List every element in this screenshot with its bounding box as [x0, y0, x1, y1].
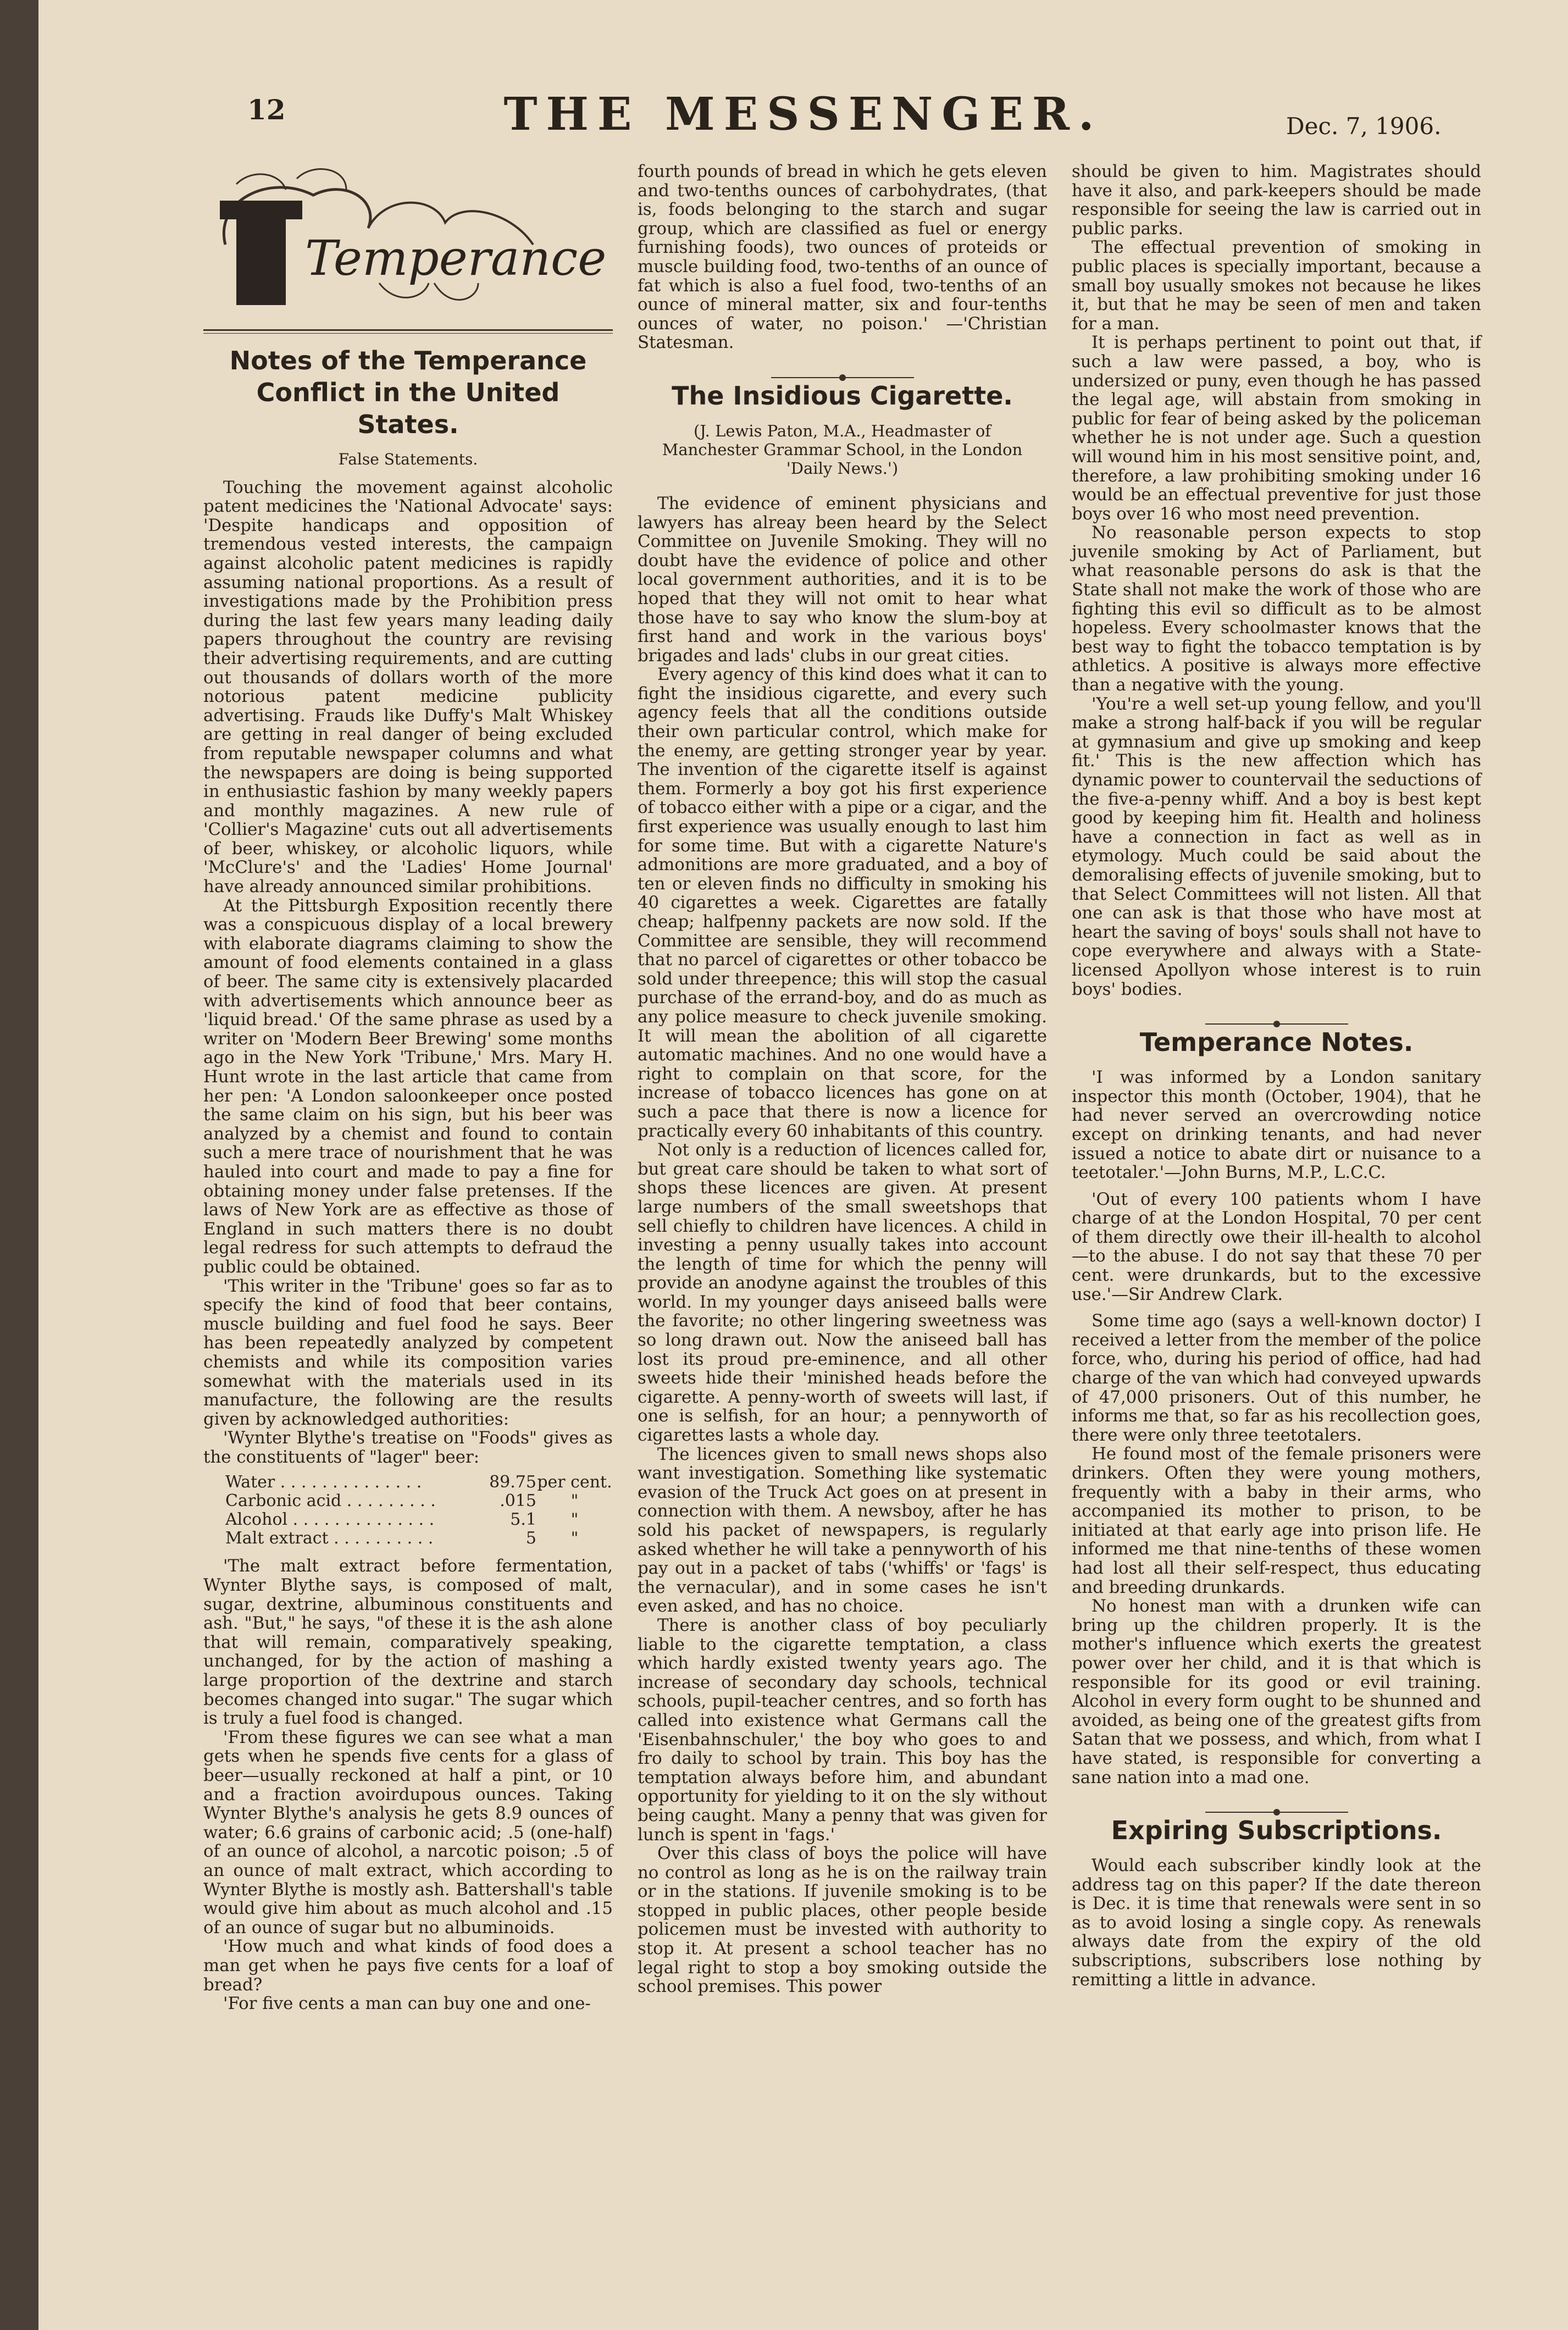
article3-title: Temperance Notes.	[1139, 1027, 1414, 1058]
section-divider	[1072, 1798, 1481, 1800]
article1-paragraph: 'The malt extract before fermentation, Wynter Blythe says, is composed of malt, sugar, dextrine, albuminous constituents and ash. "But," he says, "of these it is the ash alone that will remain, comparatively speaking, unchanged, for by the action of mashing a large proportion of the dextrine and starch becomes changed into sugar." The sugar which is truly a fuel food is changed.	[203, 1556, 613, 1729]
article1-paragraph: At the Pittsburgh Exposition recently there was a conspicuous display of a local brewery with elaborate diagrams claiming to show the amount of food elements contained in a glass of beer. The same city is extensively placarded with advertisements which announce beer as 'liquid bread.' Of the same phrase as used by a writer on 'Modern Beer Brewing' some months ago in the New York 'Tribune,' Mrs. Mary H. Hunt wrote in the last article that came from her pen: 'A London saloonkeeper once posted the same claim on his sign, but his beer was analyzed by a chemist and found to contain such a mere trace of nourishment that he was hauled into court and made to pay a fine for obtaining money under false pretenses. If the laws of New York are as effective as those of England in such matters there is no doubt legal redress for such attempts to defraud the public could be obtained.	[203, 895, 613, 1277]
subscription-notice: Would each subscriber kindly look at the address tag on this paper? If the date thereon is Dec. it is time that renewals were sent in so as to avoid losing a single copy. As renewals always date from the expiry of the old subscriptions, subscribers lose nothing by remitting a little in advance.	[1072, 1856, 1481, 1990]
page-number: 12	[247, 93, 286, 126]
temperance-note: He found most of the female prisoners were drinkers. Often they were young mothers, frequently with a baby in their arms, who accompanied its mother to prison, to be initiated at that early age into prison life. He informed me that nine-tenths of these women had lost all their self-respect, thus educating and breeding drunkards.	[1072, 1444, 1481, 1597]
section-divider	[1072, 1010, 1481, 1012]
table-row	[225, 1473, 613, 1492]
table-value: 5.1	[510, 1510, 536, 1530]
article1-paragraph: 'Wynter Blythe's treatise on "Foods" gives as the constituents of "lager" beer:	[203, 1428, 613, 1467]
table-row	[225, 1492, 613, 1510]
column-1	[203, 162, 613, 2013]
logo-text: Temperance	[305, 230, 607, 286]
article2-continued: The effectual prevention of smoking in public places is specially important, because a small boy usually smokes not because he likes it, but that he may be seen of men and taken for a man.	[1072, 237, 1481, 334]
table-unit: "	[570, 1510, 579, 1530]
article2-paragraph: Not only is a reduction of licences called for, but great care should be taken to what sort of shops these licences are given. At present large numbers of the small sweetshops that sell chiefly to children have licences. A child in investing a penny usually takes into account the length of time for which the penny will provide an anodyne against the troubles of this world. In my younger days aniseed balls were the favorite; no other lingering sweetness was so long drawn out. Now the aniseed ball has lost its proud pre-eminence, and all other sweets hide their 'minished heads before the cigarette. A penny-worth of sweets will last, if one is selfish, for an hour; a pennyworth of cigarettes lasts a whole day.	[638, 1140, 1047, 1446]
issue-date: Dec. 7, 1906.	[1286, 113, 1442, 140]
table-label: Carbonic acid . . . . . . . . .	[225, 1492, 436, 1511]
article1-subtitle: False Statements.	[338, 450, 478, 468]
table-row	[225, 1529, 613, 1548]
table-label: Alcohol . . . . . . . . . . . . . .	[225, 1510, 435, 1530]
temperance-logo	[203, 162, 613, 322]
table-label: Malt extract . . . . . . . . . .	[225, 1529, 434, 1548]
column-2	[638, 162, 1047, 1996]
beer-constituents-table	[225, 1473, 613, 1548]
article2-byline: (J. Lewis Paton, M.A., Headmaster of Manchester Grammar School, in the London 'Daily News.')	[662, 421, 1023, 478]
table-unit: per cent.	[537, 1473, 612, 1492]
article2-continued: It is perhaps pertinent to point out that, if such a law were passed, a boy, who is undersized or puny, even though he has passed the legal age, will abstain from smoking in public for fear of being asked by the policeman whether he is not under age. Such a question will wound him in his most sensitive point, and, therefore, a law prohibiting smoking under 16 would be an effectual preventive for just those boys over 16 who most need prevention.	[1072, 333, 1481, 524]
table-row	[225, 1510, 613, 1529]
article2-continued: should be given to him. Magistrates should have it also, and park-keepers should be made responsible for seeing the law is carried out in public parks.	[1072, 162, 1481, 239]
table-label: Water . . . . . . . . . . . . . .	[225, 1473, 422, 1492]
table-unit: "	[570, 1529, 579, 1548]
column-3	[1072, 162, 1481, 1989]
table-value: 89.75	[489, 1473, 536, 1492]
article1-paragraph: Touching the movement against alcoholic patent medicines the 'National Advocate' says: 'Despite handicaps and opposition of tremendous vested interests, the campaign against alcoholic patent medicines is rapidly assuming national proportions. As a result of investigations made by the Prohibition press during the last few years many leading daily papers throughout the country are revising their advertising requirements, and are cutting out thousands of dollars worth of the more notorious patent medicine publicity advertising. Frauds like Duffy's Malt Whiskey are getting in real danger of being excluded from reputable newspaper columns and what the newspapers are doing is being supported in enthusiastic fashion by many weekly papers and monthly magazines. A new rule of 'Collier's Magazine' cuts out all advertisements of beer, whiskey, or alcoholic liquors, while 'McClure's' and the 'Ladies' Home Journal' have already announced similar prohibitions.	[203, 477, 613, 897]
article2-paragraph: Over this class of boys the police will have no control as long as he is on the railway train or in the stations. If juvenile smoking is to be stopped in public places, other people beside policemen must be invested with authority to stop it. At present a school teacher has no legal right to stop a boy smoking outside the school premises. This power	[638, 1844, 1047, 1997]
article1-continued: fourth pounds of bread in which he gets eleven and two-tenths ounces of carbohydrates, (that is, foods belonging to the starch and sugar group, which are classified as fuel or energy furnishing foods), two ounces of proteids or muscle building food, two-tenths of an ounce of fat which is also a fuel food, two-tenths of an ounce of mineral matter, six and four-tenths ounces of water, no poison.' —'Christian Statesman.	[638, 162, 1047, 353]
section-divider	[638, 363, 1047, 366]
table-value: .015	[500, 1491, 536, 1511]
article1-paragraph: 'From these figures we can see what a man gets when he spends five cents for a glass of beer—usually reckoned at half a pint, or 10 and a fraction avoirdupous ounces. Taking Wynter Blythe's analysis he gets 8.9 ounces of water; 6.6 grains of carbonic acid; .5 (one-half) of an ounce of alcohol, a narcotic poison; .5 of an ounce of malt extract, which according to Wynter Blythe is mostly ash. Battershall's table would give him about as much alcohol and .15 of an ounce of sugar but no albuminoids.	[203, 1727, 613, 1938]
article4-title: Expiring Subscriptions.	[1111, 1816, 1442, 1846]
article2-paragraph: The evidence of eminent physicians and lawyers has alreay been heard by the Select Committee on Juvenile Smoking. They will no doubt have the evidence of police and other local government authorities, and it is to be hoped that they will not omit to hear what those have to say who know the slum-boy at first hand and work in the various boys' brigades and lads' clubs in our great cities.	[638, 493, 1047, 666]
article1-paragraph: 'How much and what kinds of food does a man get when he pays five cents for a loaf of bread?	[203, 1936, 613, 1995]
table-value: 5	[525, 1529, 536, 1548]
article2-paragraph: There is another class of boy peculiarly liable to the cigarette temptation, a class which hardly existed twenty years ago. The increase of secondary day schools, technical schools, pupil-teacher centres, and so forth has called into existence what Germans call the 'Eisenbahnschuler,' the boy who goes to and fro daily to school by train. This boy has the temptation always before him, and abundant opportunity for yielding to it on the sly without being caught. Many a penny that was given for lunch is spent in 'fags.'	[638, 1615, 1047, 1845]
temperance-note: Some time ago (says a well-known doctor) I received a letter from the member of the police force, who, during his period of office, had had charge of the van which had conveyed upwards of 47,000 prisoners. Out of this number, he informs me that, so far as his recollection goes, there were only three teetotalers.	[1072, 1311, 1481, 1445]
temperance-note: 'Out of every 100 patients whom I have charge of at the London Hospital, 70 per cent of them directly owe their ill-health to alcohol—to the abuse. I do not say that these 70 per cent. were drunkards, but to the excessive use.'—Sir Andrew Clark.	[1072, 1189, 1481, 1304]
newspaper-page	[38, 0, 1568, 2330]
article2-paragraph: The licences given to small news shops also want investigation. Something like systematic evasion of the Truck Act goes on at present in connection with them. A newsboy, after he has sold his packet of newspapers, is regularly asked whether he will take a pennyworth of his pay out in a packet of tabs ('whiffs' or 'fags' is the vernacular), and in some cases he isn't even asked, and has no choice.	[638, 1444, 1047, 1617]
article2-paragraph: Every agency of this kind does what it can to fight the insidious cigarette, and every such agency feels that all the conditions outside their own particular control, which make for the enemy, are getting stronger year by year. The invention of the cigarette itself is against them. Formerly a boy got his first experience of tobacco either with a pipe or a cigar, and the first experience was usually enough to last him for some time. But with a cigarette Nature's admonitions are more graduated, and a boy of ten or eleven finds no difficulty in smoking his 40 cigarettes a week. Cigarettes are fatally cheap; halfpenny packets are now sold. If the Committee are sensible, they will recommend that no parcel of cigarettes or other tobacco be sold under threepence; this will stop the casual purchase of the errand-boy, and do as much as any police measure to check juvenile smoking. It will mean the abolition of all cigarette automatic machines. And no one would have a right to complain on that score, for the increase of tobacco licences has gone on at such a pace that there is now a licence for practically every 60 inhabitants of this country.	[638, 665, 1047, 1141]
article1-paragraph: 'For five cents a man can buy one and one-	[223, 1994, 591, 2014]
article2-continued: No reasonable person expects to stop juvenile smoking by Act of Parliament, but what reasonable persons do ask is that the State shall not make the work of those who are fighting this evil so difficult as to be almost hopeless. Every schoolmaster knows that the best way to fight the tobacco temptation is by athletics. A positive is always more effective than a negative with the young.	[1072, 523, 1481, 695]
temperance-note: No honest man with a drunken wife can bring up the children properly. It is the mother's influence which exerts the greatest power over her child, and it is that which is responsible for its good or evil training. Alcohol in every form ought to be shunned and avoided, as being one of the greatest gifts from Satan that we possess, and which, from what I have stated, is responsible for converting a sane nation into a mad one.	[1072, 1596, 1481, 1787]
masthead: THE MESSENGER.	[503, 88, 1103, 141]
article2-title: The Insidious Cigarette.	[672, 380, 1013, 411]
logo-rule	[203, 329, 613, 334]
article1-title: Notes of the Temperance Conflict in the United States.	[229, 346, 587, 439]
article1-paragraph: 'This writer in the 'Tribune' goes so far as to specify the kind of food that beer contains, muscle building and fuel food he says. Beer has been repeatedly analyzed by competent chemists and while its composition varies somewhat with the materials used in its manufacture, the following are the results given by acknowledged authorities:	[203, 1276, 613, 1429]
table-unit: "	[570, 1491, 579, 1511]
article2-continued: 'You're a well set-up young fellow, and you'll make a strong half-back if you will be regular at gymnasium and give up smoking and keep fit.' This is the new affection which has dynamic power to countervail the seductions of the five-a-penny whiff. And a boy is best kept good by keeping him fit. Health and holiness have a connection in fact as well as in etymology. Much could be said about the demoralising effects of juvenile smoking, but to that Select Committees will not listen. All that one can ask is that those who have most at heart the saving of boys' souls shall not have to cope everywhere and always with a State-licensed Apollyon whose interest is to ruin boys' bodies.	[1072, 694, 1481, 999]
temperance-logo-art	[203, 162, 613, 322]
temperance-note: 'I was informed by a London sanitary inspector this month (October, 1904), that he had never served an overcrowding notice except on drinking tenants, and had never issued a notice to abate dirt or nuisance to a teetotaler.'—John Burns, M.P., L.C.C.	[1072, 1067, 1481, 1183]
